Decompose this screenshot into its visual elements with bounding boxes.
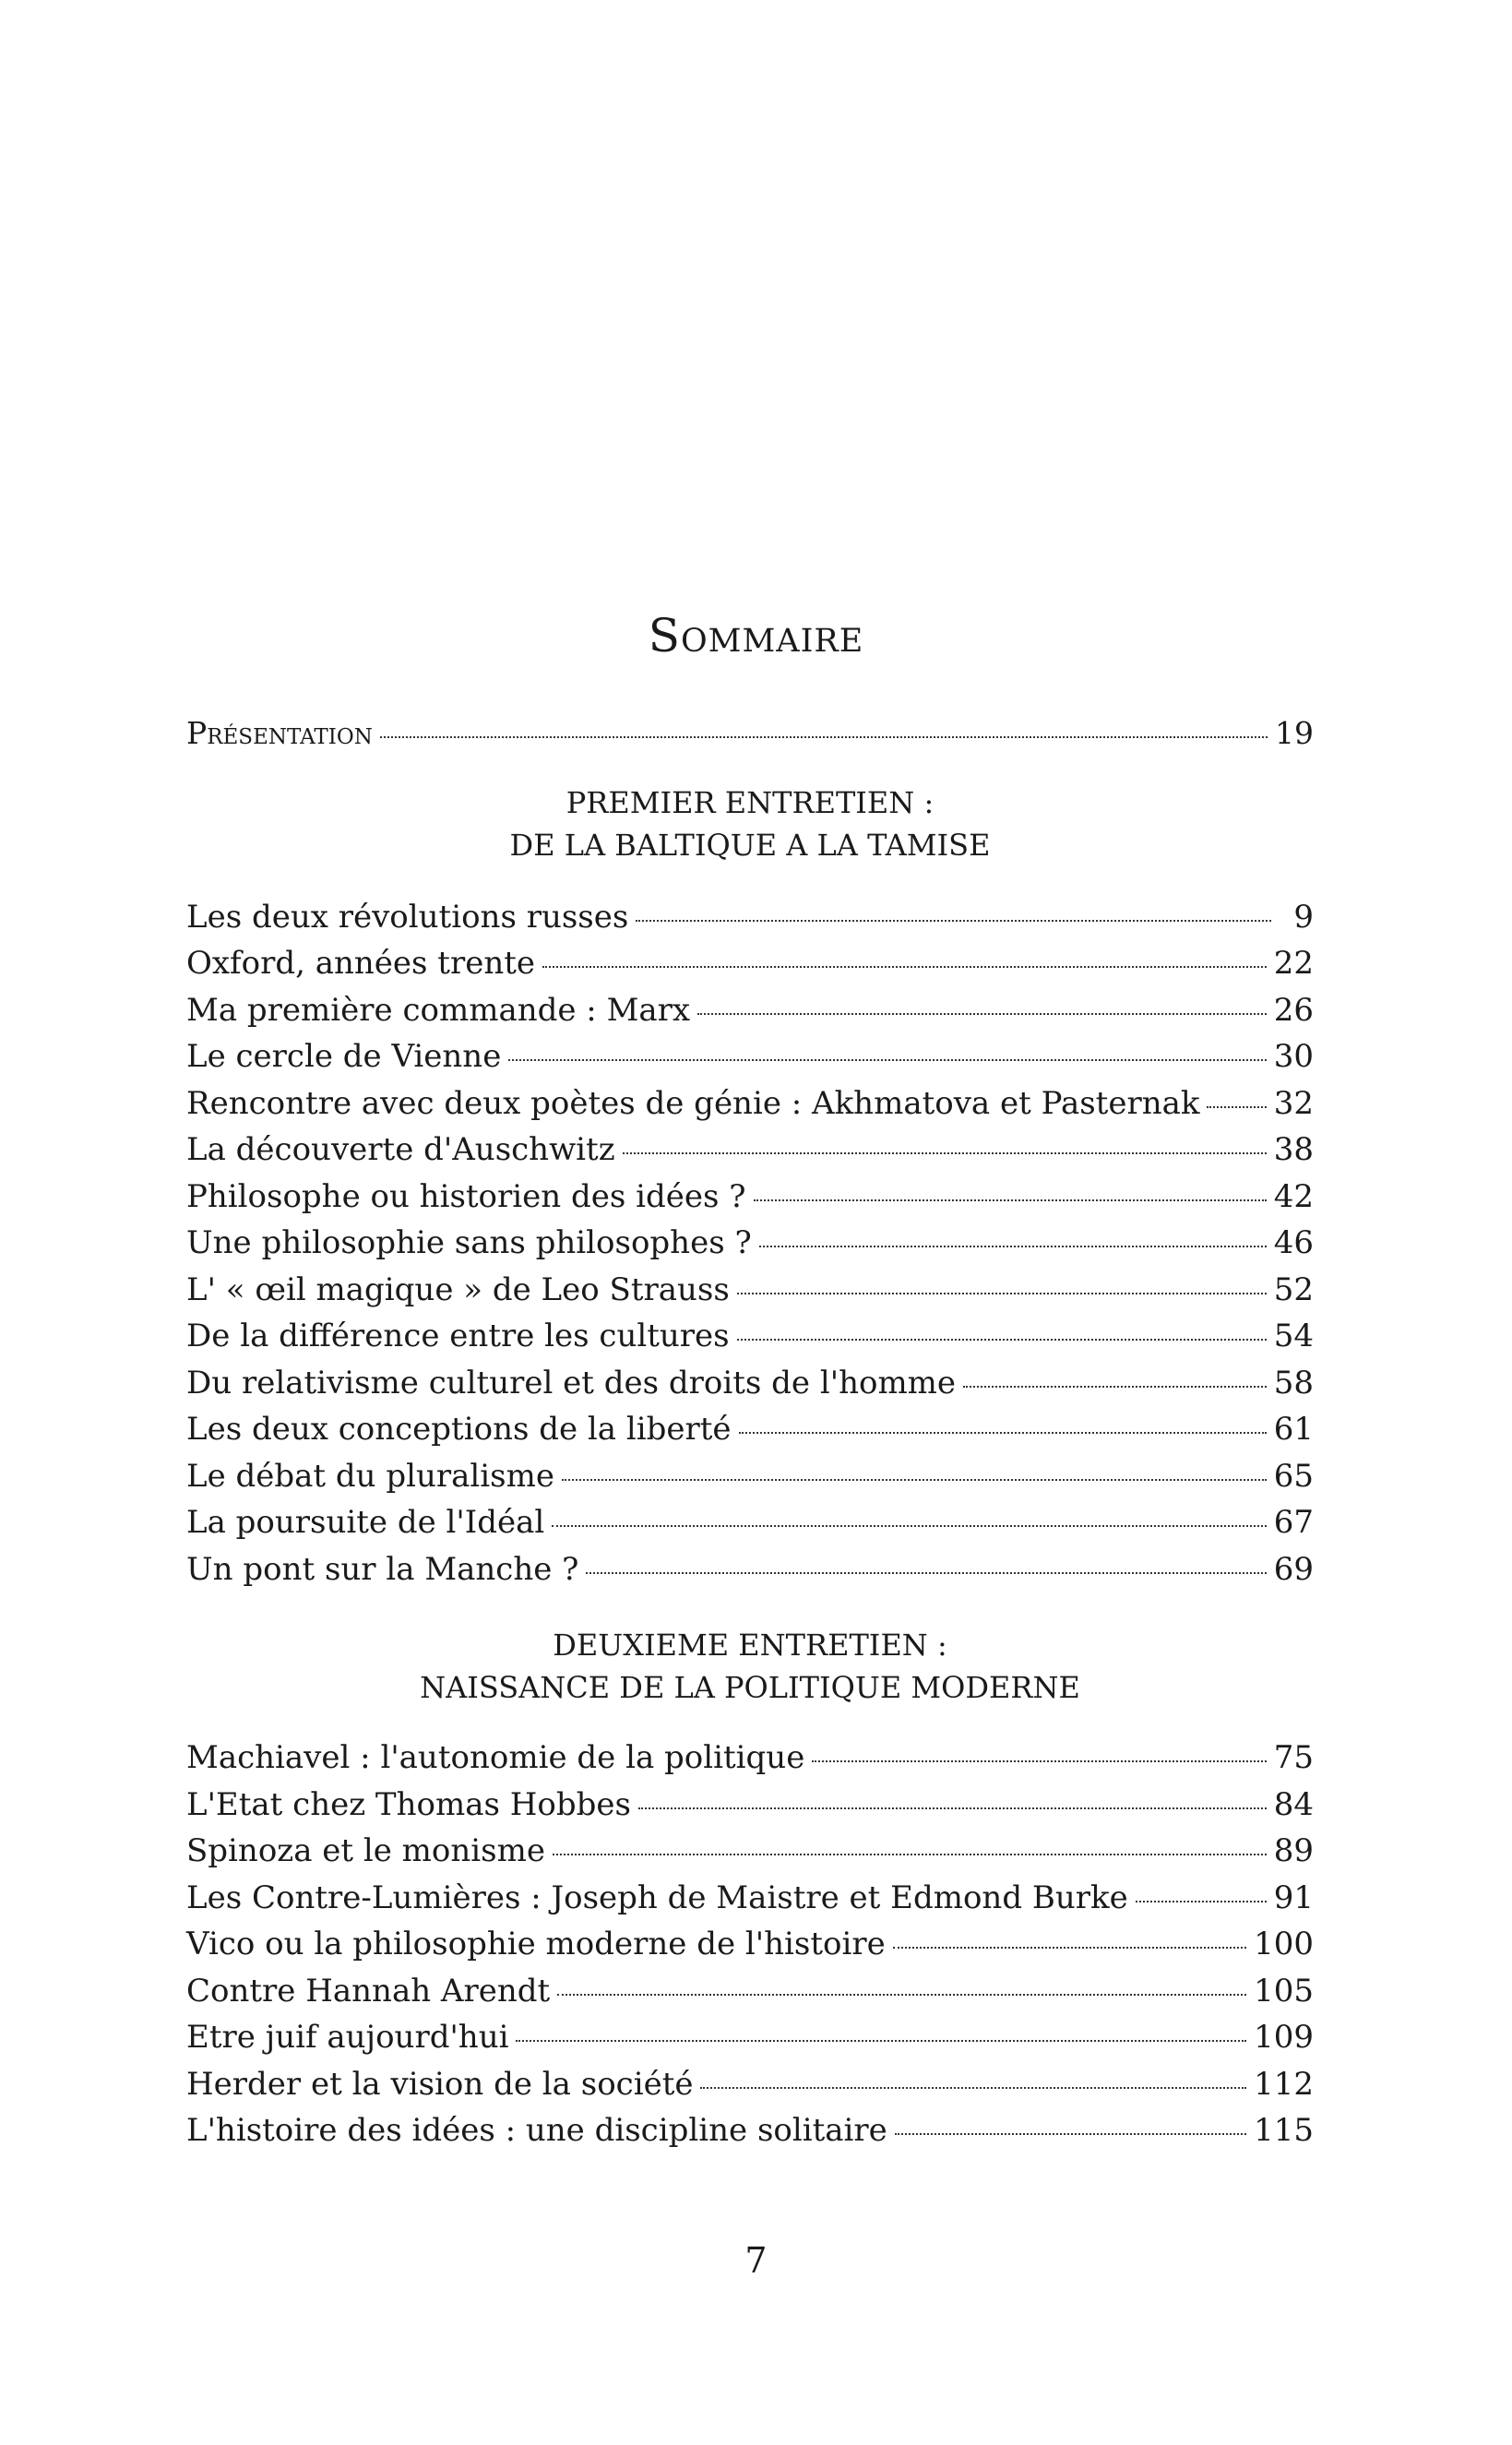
dot-leader [380,736,1268,738]
dot-leader [553,1854,1267,1855]
section-heading-line1: DEUXIEME ENTRETIEN : [553,1628,947,1663]
toc-entry[interactable] [186,1080,1314,1127]
toc-entry-label: Les Contre-Lumières : Joseph de Maistre et Edmond Burke [186,1878,1128,1916]
toc-entry[interactable] [186,2061,1314,2108]
toc-entry[interactable] [186,1968,1314,2015]
toc-entry[interactable] [186,2107,1314,2154]
toc-entry-page: 26 [1273,991,1314,1029]
toc-entry[interactable] [186,1782,1314,1829]
section-heading-line2: DE LA BALTIQUE A LA TAMISE [509,827,991,863]
dot-leader [508,1059,1266,1061]
toc-entry[interactable] [186,1313,1314,1360]
dot-leader [638,1807,1267,1809]
toc-entry[interactable] [186,940,1314,987]
toc-entry-presentation[interactable] [186,710,1314,757]
toc-entry-label: L' « œil magique » de Leo Strauss [186,1270,730,1308]
toc-entry-label: Philosophe ou historien des idées ? [186,1177,746,1215]
section-entries [186,894,1314,1593]
toc-entry-page: 89 [1273,1832,1314,1869]
toc-entry-label: Les deux conceptions de la liberté [186,1411,732,1448]
section-heading [186,1624,1314,1709]
toc-entry-page: 19 [1275,715,1314,751]
toc-entry[interactable] [186,1220,1314,1267]
toc-entry-label: Machiavel : l'autonomie de la politique [186,1739,805,1776]
toc-entry-label: Vico ou la philosophie moderne de l'histoire [186,1926,886,1962]
toc-entry-label: La poursuite de l'Idéal [186,1504,545,1541]
dot-leader [586,1572,1266,1574]
toc-entry-label: Spinoza et le monisme [186,1832,545,1869]
toc-entry-page: 84 [1273,1785,1314,1823]
toc-entry-label: Etre juif aujourd'hui [186,2019,509,2056]
dot-leader [737,1339,1267,1341]
dot-leader [737,1293,1267,1294]
toc-entry-label: L'Etat chez Thomas Hobbes [186,1785,631,1823]
toc-entry[interactable] [186,1499,1314,1546]
toc-entry-label: Contre Hannah Arendt [186,1972,551,2010]
dot-leader [759,1246,1267,1247]
toc-entry-page: 61 [1273,1411,1314,1448]
toc-entry-page: 75 [1273,1739,1314,1776]
section-first-interview [186,781,1314,1593]
toc-entry[interactable] [186,1735,1314,1782]
dot-leader [562,1479,1267,1481]
toc-entry-page: 38 [1273,1131,1314,1168]
toc-entry[interactable] [186,1127,1314,1174]
toc-entry-page: 42 [1273,1177,1314,1215]
page-number: 7 [744,2240,768,2281]
toc-entry-label: Le cercle de Vienne [186,1038,502,1075]
dot-leader [1136,1901,1267,1902]
section-heading [186,781,1314,866]
toc-entry-label: Une philosophie sans philosophes ? [186,1224,752,1261]
toc-entry[interactable] [186,1875,1314,1922]
toc-entry[interactable] [186,1174,1314,1221]
toc-entry[interactable] [186,1453,1314,1500]
toc-entry-label: Du relativisme culturel et des droits de l'homme [186,1364,957,1401]
toc-entry-page: 30 [1273,1038,1314,1075]
toc-entry-page: 69 [1273,1550,1314,1588]
dot-leader [893,1947,1246,1949]
toc-entry-label: Un pont sur la Manche ? [186,1550,579,1588]
toc-entry-page: 54 [1273,1318,1314,1354]
toc-entry[interactable] [186,1921,1314,1968]
dot-leader [895,2133,1246,2135]
dot-leader [754,1199,1267,1201]
toc-entry-page: 100 [1254,1926,1314,1962]
toc-entry-page: 65 [1273,1457,1314,1495]
toc-entry-page: 46 [1273,1224,1314,1261]
toc-entry-page: 112 [1254,2065,1314,2103]
toc-entry-label: De la différence entre les cultures [186,1318,730,1354]
page-title: Sommaire [648,609,864,662]
toc-entry-page: 32 [1273,1084,1314,1122]
dot-leader [516,2040,1246,2042]
toc-entry-page: 105 [1254,1972,1314,2010]
section-heading-line2: NAISSANCE DE LA POLITIQUE MODERNE [420,1670,1080,1705]
toc-entry-label: Les deux révolutions russes [186,898,629,936]
toc-entry-label: Herder et la vision de la société [186,2065,694,2103]
toc-entry[interactable] [186,1033,1314,1080]
toc-entry-page: 52 [1273,1270,1314,1308]
toc-entry-page: 9 [1293,898,1314,936]
toc-entry-page: 115 [1254,2112,1314,2149]
section-entries [186,1735,1314,2154]
toc-entry-label: Oxford, années trente [186,945,536,982]
section-heading-line1: PREMIER ENTRETIEN : [566,784,935,820]
toc-entry-label: L'histoire des idées : une discipline solitaire [186,2112,887,2149]
dot-leader [697,1013,1267,1015]
toc-entry[interactable] [186,1546,1314,1593]
toc-entry-page: 22 [1273,945,1314,982]
dot-leader [636,920,1271,922]
dot-leader [623,1152,1267,1154]
toc-entry-page: 109 [1254,2019,1314,2056]
toc-entry-label: Ma première commande : Marx [186,991,691,1029]
dot-leader [812,1760,1266,1762]
toc-entry[interactable] [186,2014,1314,2061]
dot-leader [557,1994,1246,1996]
toc-entry[interactable] [186,987,1314,1034]
toc-entry-label: Présentation [186,715,373,751]
toc-entry[interactable] [186,894,1314,941]
section-second-interview [186,1624,1314,2154]
dot-leader [700,2087,1246,2089]
toc-entry-label: Le débat du pluralisme [186,1457,554,1495]
dot-leader [963,1386,1267,1388]
toc-entry-label: La découverte d'Auschwitz [186,1131,615,1168]
dot-leader [542,966,1267,968]
toc-entry-page: 58 [1273,1364,1314,1401]
toc-entry[interactable] [186,1267,1314,1314]
toc-entry-page: 91 [1273,1878,1314,1916]
toc-entry-page: 67 [1273,1504,1314,1541]
toc-entry-label: Rencontre avec deux poètes de génie : Akhmatova et Pasternak [186,1084,1200,1122]
dot-leader [552,1525,1267,1527]
toc-entry[interactable] [186,1828,1314,1875]
table-of-contents [186,710,1314,2154]
toc-entry[interactable] [186,1406,1314,1453]
toc-entry[interactable] [186,1360,1314,1407]
dot-leader [739,1432,1267,1434]
dot-leader [1207,1106,1266,1108]
